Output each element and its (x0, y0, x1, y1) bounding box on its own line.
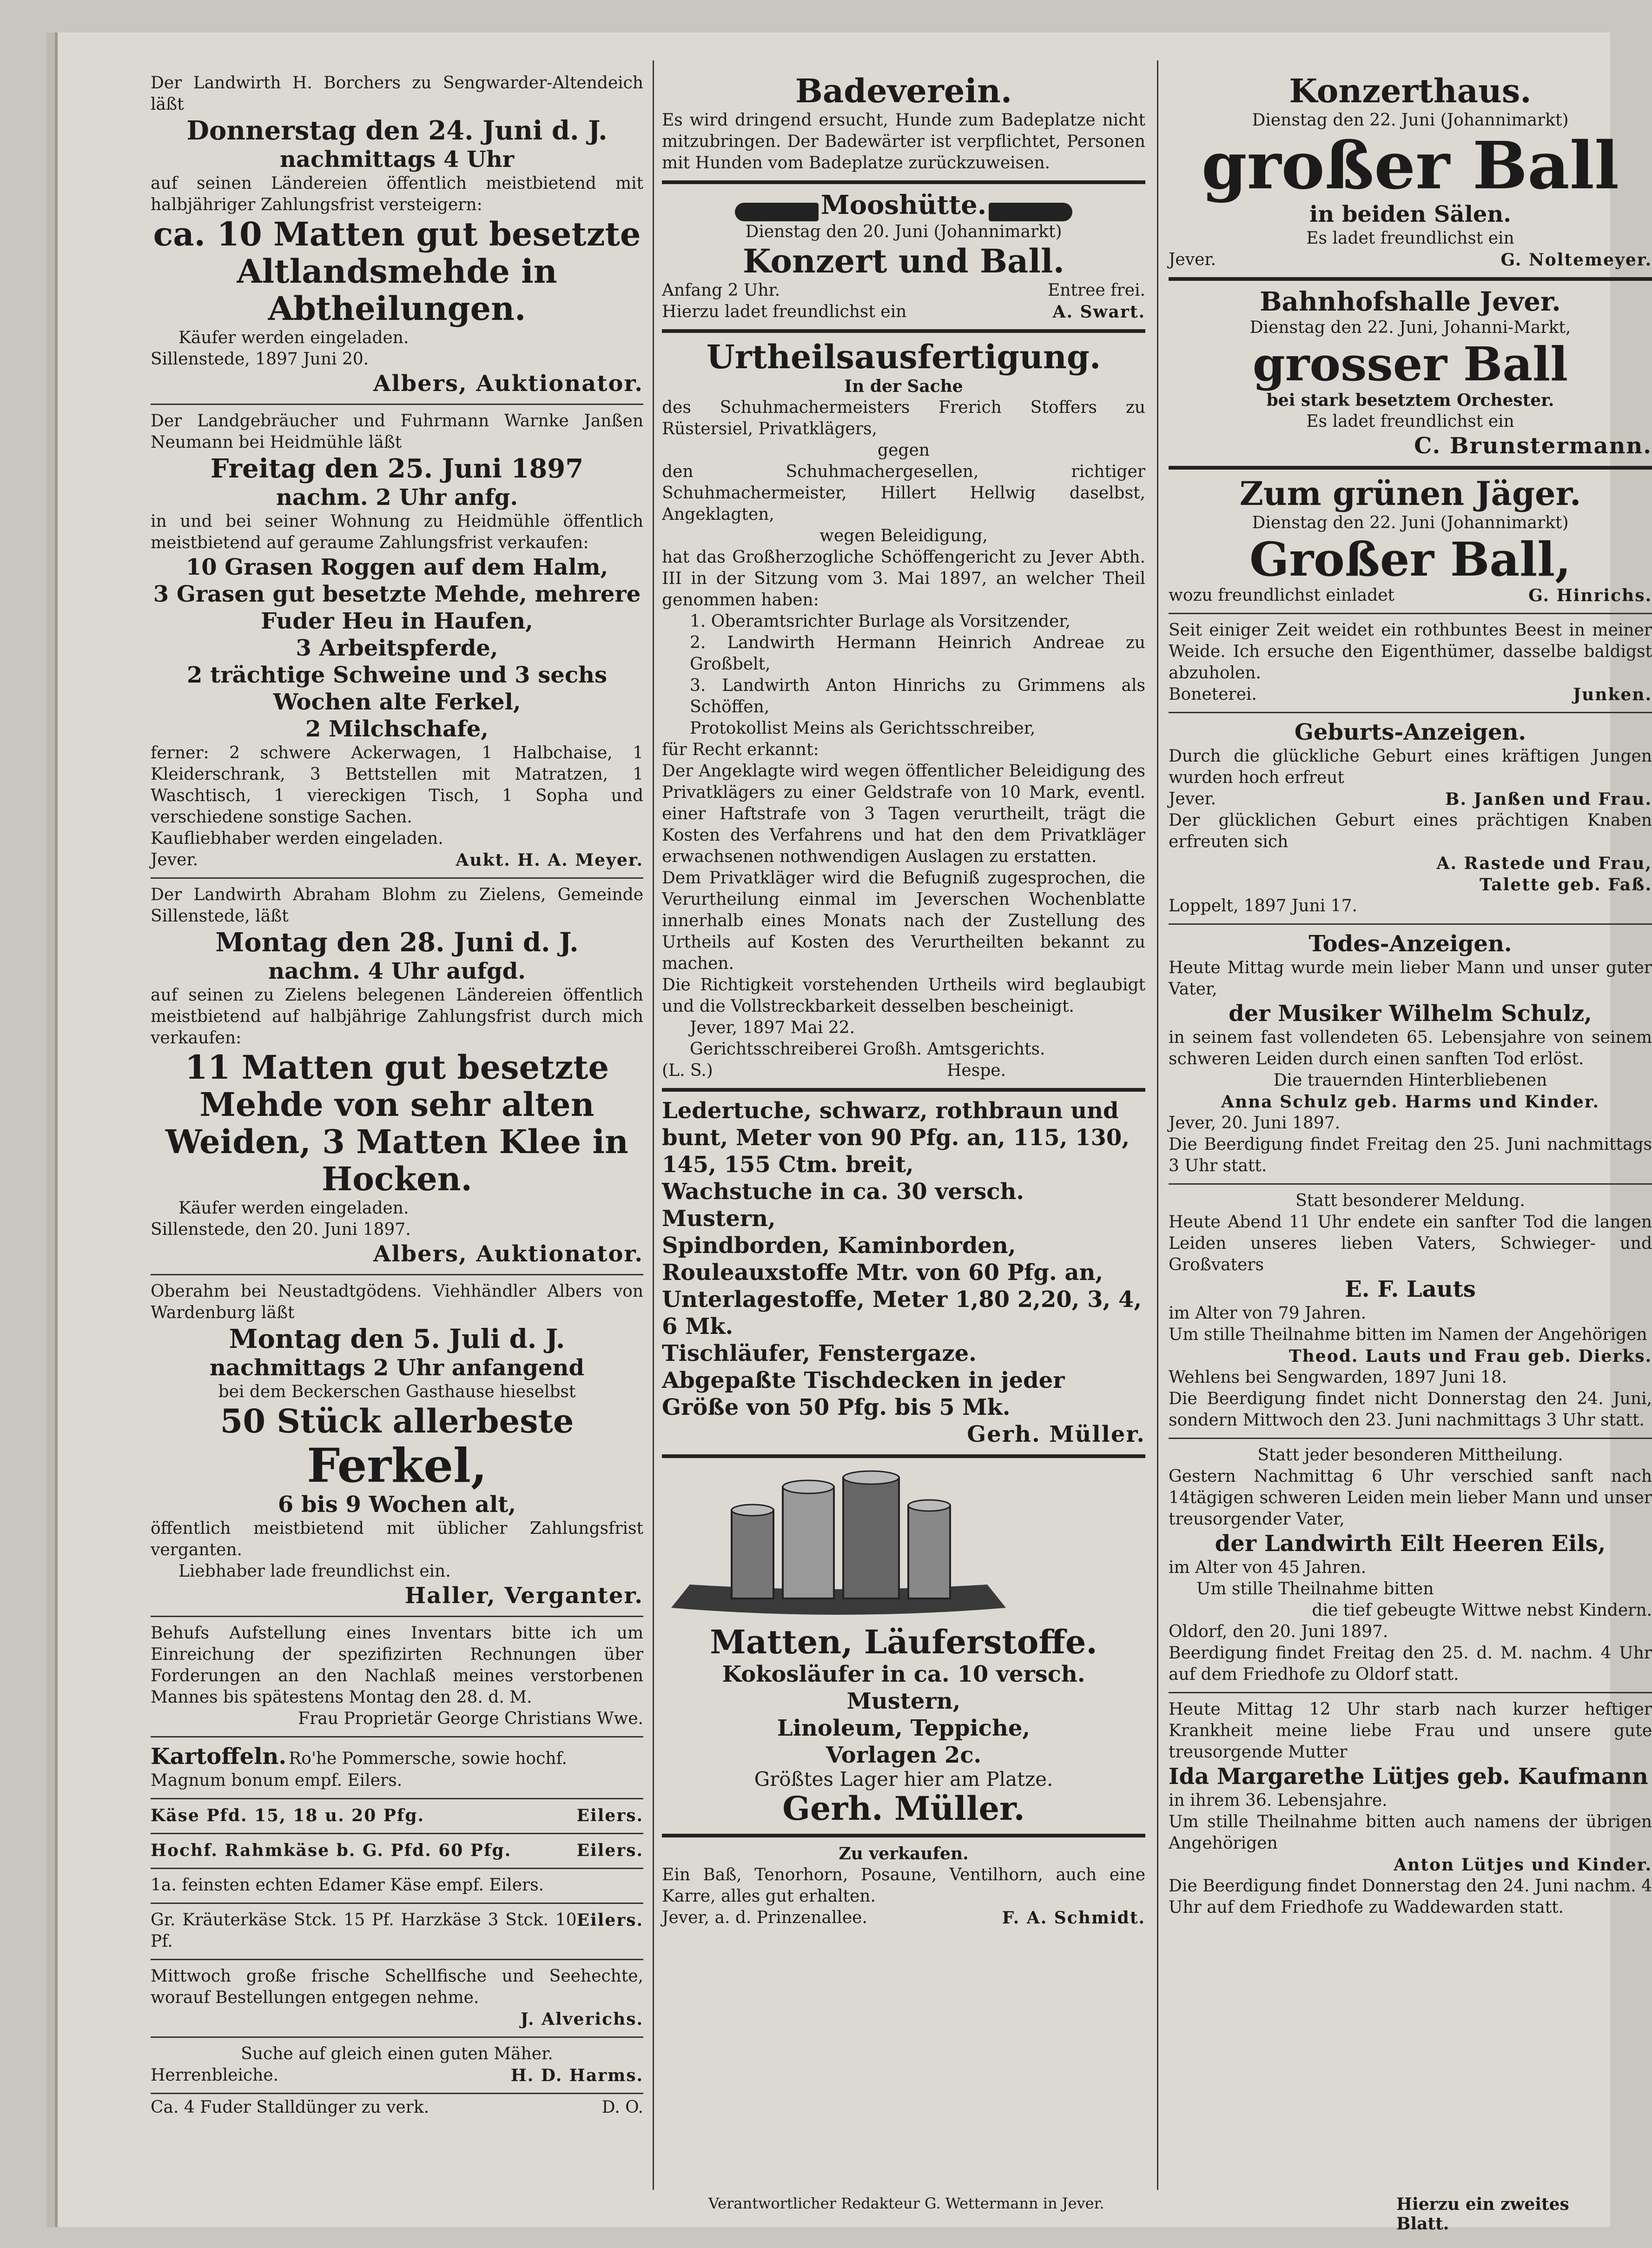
ad-text: Suche auf gleich einen guten Mäher. (241, 2044, 553, 2063)
ad-item: Spindborden, Kaminborden, (662, 1232, 1016, 1259)
ad-place: Sillenstede, den 20. Juni 1897. (151, 1220, 411, 1239)
ad-head: Badeverein. (795, 72, 1012, 110)
ad-event: grosser Ball (1252, 337, 1568, 391)
ad-time: nachmittags 2 Uhr anfangend (210, 1355, 584, 1381)
ad-item: 3 Grasen gut besetzte Mehde, mehrere Fuder Heu in Haufen, (153, 581, 641, 634)
pointing-hand-left-icon (735, 203, 819, 221)
ad-name: E. F. Lauts (1345, 1276, 1476, 1302)
ad-text: Behufs Aufstellung eines Inventars bitte ich um Einreichung der spezifizirten Rechnungen über Forderungen an den Nachlaß meines verstorbenen Mannes bis spätestens Montag den 28. d. M. (151, 1624, 643, 1707)
editor-line: Verantwortlicher Redakteur G. Wettermann in Jever. (708, 2195, 1104, 2212)
ad-text: gegen (878, 440, 930, 460)
ad-text: 1a. feinsten echten Edamer Käse empf. Eilers. (151, 1876, 544, 1895)
ad-item: Linoleum, Teppiche, (777, 1715, 1031, 1741)
ad-text: Ca. 4 Fuder Stalldünger zu verk. (151, 2098, 430, 2117)
ad-fische (151, 1963, 643, 2038)
ad-item: Abgepaßte Tischdecken in jeder Größe von 50 Pfg. bis 5 Mk. (662, 1367, 1065, 1420)
ad-text: bei dem Beckerschen Gasthause hieselbst (218, 1382, 576, 1401)
ad-edamer (151, 1872, 643, 1904)
ad-text: im Alter von 79 Jahren. (1169, 1304, 1367, 1323)
ad-head: Todes-Anzeigen. (1308, 931, 1512, 957)
column-left (151, 70, 643, 2118)
ad-item: Rouleauxstoffe Mtr. von 60 Pfg. an, (662, 1259, 1104, 1286)
ad-date: Montag den 5. Juli d. J. (229, 1324, 565, 1354)
ad-text: Hierzu ladet freundlichst ein (662, 302, 907, 321)
ad-maeher (151, 2041, 643, 2094)
ad-signature: Hespe. (947, 1061, 1006, 1080)
ad-text: Heute Mittag 12 Uhr starb nach kurzer heftiger Krankheit meine liebe Frau und unsere gute treusorgende Mutter (1169, 1700, 1652, 1762)
supplement-note: Hierzu ein zweites Blatt. (1396, 2195, 1569, 2234)
ad-text: 6 bis 9 Wochen alt, (278, 1492, 516, 1518)
ad-text: Es ladet freundlichst ein (1306, 229, 1514, 248)
ad-text: Heute Mittag wurde mein lieber Mann und unser guter Vater, (1169, 958, 1652, 999)
ad-date: Dienstag den 22. Juni (Johannimarkt) (1252, 111, 1569, 130)
ad-text: auf seinen Ländereien öffentlich meistbietend mit halbjähriger Zahlungsfrist versteigern: (151, 174, 643, 214)
ad-place: Jever, a. d. Prinzenallee. (662, 1908, 867, 1927)
ad-head: Konzerthaus. (1289, 72, 1532, 110)
ad-kaese (151, 1802, 643, 1834)
newspaper-page (55, 33, 1652, 2234)
ad-text: Durch die glückliche Geburt eines kräftigen Jungen wurden hoch erfreut (1169, 747, 1652, 787)
list-item: 2. Landwirth Hermann Heinrich Andreae zu Großbelt, (690, 633, 1145, 674)
column-rule (1157, 60, 1158, 2190)
ad-text: des Schuhmachermeisters Frerich Stoffers zu Rüstersiel, Privatklägers, (662, 398, 1145, 438)
ad-item: Tischläufer, Fenstergaze. (662, 1340, 977, 1366)
ad-item: Ledertuche, schwarz, rothbraun und bunt, Meter von 90 Pfg. an, 115, 130, 145, 155 Ctm. breit, (662, 1097, 1130, 1178)
ad-text: Anfang 2 Uhr. (662, 280, 780, 300)
ad-text: wozu freundlichst einladet (1169, 586, 1394, 605)
ad-text: Mittwoch große frische Schellfische und Seehechte, worauf Bestellungen entgegen nehme. (151, 1967, 643, 2007)
ad-head: Geburts-Anzeigen. (1294, 719, 1526, 745)
ad-head: Statt jeder besonderen Mittheilung. (1257, 1446, 1563, 1465)
ad-text: Die Beerdigung findet Donnerstag den 24. Juni nachm. 4 Uhr auf dem Friedhofe zu Waddewarden statt. (1169, 1877, 1652, 1917)
ad-event: Konzert und Ball. (743, 241, 1064, 280)
ad-signature: Talette geb. Faß. (1479, 875, 1652, 895)
ad-text: in ihrem 36. Lebensjahre. (1169, 1791, 1388, 1810)
ad-head: Urtheilsausfertigung. (706, 337, 1101, 376)
ad-place: Jever. (1169, 789, 1216, 809)
ad-text: Der glücklichen Geburt eines prächtigen Knaben erfreuten sich (1169, 811, 1652, 851)
ad-signature: Eilers. (576, 1910, 643, 1930)
ad-text: (L. S.) (662, 1061, 713, 1080)
ad-kraeuterkaese (151, 1907, 643, 1960)
ad-signature: Frau Proprietär George Christians Wwe. (298, 1709, 643, 1728)
ad-signature: D. O. (601, 2098, 643, 2117)
ad-place: Jever, 20. Juni 1897. (1169, 1114, 1341, 1133)
ad-text: Größtes Lager hier am Platze. (754, 1767, 1053, 1790)
ad-geburten (1169, 716, 1652, 925)
ad-text: Käufer werden eingeladen. (178, 1199, 409, 1218)
ad-place: Jever. (1169, 250, 1216, 269)
ad-kartoffeln (151, 1740, 643, 1799)
ad-text: im Alter von 45 Jahren. (1169, 1558, 1367, 1577)
ad-albers-ferkel (151, 1278, 643, 1617)
ad-head: Zu verkaufen. (839, 1843, 969, 1863)
pointing-hand-right-icon (989, 203, 1072, 221)
ad-signature: A. Swart. (1052, 302, 1145, 322)
ad-text: Heute Abend 11 Uhr endete ein sanfter Tod die langen Leiden unseres lieben Vaters, Schwieger- und Großvaters (1169, 1213, 1652, 1274)
ad-signature: Albers, Auktionator. (373, 1241, 643, 1267)
ad-item: 3 Arbeitspferde, (296, 635, 498, 661)
ad-borchers (151, 70, 643, 405)
ad-event: großer Ball (1201, 128, 1619, 204)
ad-text: Gr. Kräuterkäse Stck. 15 Pf. Harzkäse 3 Stck. 10 Pf. (151, 1910, 577, 1951)
rolled-carpets-illustration (662, 1468, 1015, 1617)
ad-text: In der Sache (844, 376, 963, 396)
ad-place: Jever, 1897 Mai 22. (690, 1018, 855, 1037)
ad-place: Wehlens bei Sengwarden, 1897 Juni 18. (1169, 1368, 1507, 1387)
ad-signature: J. Alverichs. (520, 2009, 643, 2029)
ad-head: Bahnhofshalle Jever. (1260, 286, 1561, 317)
ad-item: Wachstuche in ca. 30 versch. Mustern, (662, 1178, 1024, 1232)
ad-text: Der Landwirth Abraham Blohm zu Zielens, Gemeinde Sillenstede, läßt (151, 885, 643, 926)
ad-signature: die tief gebeugte Wittwe nebst Kindern. (1312, 1601, 1652, 1620)
ad-head: Zum grünen Jäger. (1239, 474, 1581, 513)
ad-item: 2 trächtige Schweine und 3 sechs Wochen alte Ferkel, (187, 662, 607, 715)
ad-place: Loppelt, 1897 Juni 17. (1169, 896, 1357, 915)
ad-place: Oldorf, den 20. Juni 1897. (1169, 1622, 1388, 1641)
ad-signature: B. Janßen und Frau. (1445, 789, 1652, 809)
ad-text: auf seinen zu Zielens belegenen Ländereien öffentlich meistbietend auf halbjährige Zahlungsfrist durch mich verkaufen: (151, 986, 643, 1048)
ad-name: der Musiker Wilhelm Schulz, (1229, 1001, 1592, 1027)
ad-head: Statt besonderer Meldung. (1295, 1191, 1525, 1210)
ad-text: Es ladet freundlichst ein (1306, 412, 1514, 431)
ad-duenger (151, 2097, 643, 2118)
ad-text: Hochf. Rahmkäse b. G. Pfd. 60 Pfg. (151, 1841, 512, 1860)
ad-text: öffentlich meistbietend mit üblicher Zahlungsfrist verganten. (151, 1519, 643, 1559)
ad-text: Um stille Theilnahme bitten im Namen der Angehörigen (1169, 1325, 1647, 1344)
ad-text: Der Landgebräucher und Fuhrmann Warnke Janßen Neumann bei Heidmühle läßt (151, 411, 643, 452)
ad-urtheil (662, 336, 1145, 1092)
column-rule (653, 60, 654, 2190)
list-item: 1. Oberamtsrichter Burlage als Vorsitzender, (690, 611, 1070, 631)
ad-blohm (151, 882, 643, 1275)
ad-item: Unterlagestoffe, Meter 1,80 2,20, 3, 4, 6 Mk. (662, 1286, 1142, 1340)
ad-date: Dienstag den 22. Juni, Johanni-Markt, (1249, 318, 1571, 337)
ad-signature: Eilers. (576, 1841, 643, 1860)
ad-date: Montag den 28. Juni d. J. (215, 927, 579, 958)
ad-item: 50 Stück allerbeste (220, 1402, 574, 1440)
ad-text: Seit einiger Zeit weidet ein rothbuntes Beest in meiner Weide. Ich ersuche den Eigenthümer, dasselbe baldigst abzuholen. (1169, 621, 1652, 683)
ad-time: nachm. 4 Uhr aufgd. (268, 958, 526, 984)
ad-tod-eils (1169, 1442, 1652, 1693)
ad-place: Boneterei. (1169, 685, 1257, 704)
ad-konzerthaus (1169, 70, 1652, 281)
ad-text: Es wird dringend ersucht, Hunde zum Badeplatze nicht mitzubringen. Der Badewärter ist verpflichtet, Personen mit Hunden vom Badeplatze zurückzuweisen. (662, 111, 1145, 172)
ad-name: der Landwirth Eilt Heeren Eils, (1215, 1531, 1606, 1557)
ad-text: in seinem fast vollendeten 65. Lebensjahre von seinem schweren Leiden durch einen sanften Tod erlöst. (1169, 1028, 1652, 1068)
ad-text: Liebhaber lade freundlichst ein. (178, 1562, 451, 1581)
ad-signature: C. Brunstermann. (1414, 433, 1652, 459)
ad-beest (1169, 617, 1652, 713)
ad-mueller-ledertuche (662, 1094, 1145, 1458)
ad-text: Um stille Theilnahme bitten auch namens der übrigen Angehörigen (1169, 1812, 1652, 1853)
ad-text: Kaufliebhaber werden eingeladen. (151, 829, 443, 848)
ad-signature: Eilers. (576, 1806, 643, 1825)
ad-time: nachmittags 4 Uhr (279, 146, 515, 172)
ad-head: Kartoffeln. (151, 1744, 287, 1770)
ad-signature: H. D. Harms. (510, 2066, 643, 2085)
ad-bahnhofshalle (1169, 284, 1652, 470)
ad-inventar (151, 1620, 643, 1737)
ad-text: Die Beerdigung findet nicht Donnerstag den 24. Juni, sondern Mittwoch den 23. Juni nachmittags 3 Uhr statt. (1169, 1389, 1652, 1430)
ad-text: Der Angeklagte wird wegen öffentlicher Beleidigung des Privatklägers zu einer Geldstrafe von 10 Mark, eventl. einer Haftstrafe von 3 Tagen verurtheilt, trägt die Kosten des Verfahrens und hat den dem Privatkläger erwachsenen nothwendigen Auslagen zu erstatten. (662, 761, 1145, 866)
ad-date: Freitag den 25. Juni 1897 (210, 453, 584, 484)
ad-text: in beiden Sälen. (1309, 201, 1512, 227)
ad-signature: Gerh. Müller. (967, 1421, 1145, 1447)
ad-date: Dienstag den 20. Juni (Johannimarkt) (745, 222, 1062, 241)
ad-text: Die trauernden Hinterbliebenen (1273, 1071, 1547, 1090)
ad-date: Donnerstag den 24. Juni d. J. (186, 115, 608, 146)
ad-text: bei stark besetztem Orchester. (1266, 391, 1554, 410)
ad-signature: Aukt. H. A. Meyer. (456, 850, 643, 870)
ad-tod-luetjes (1169, 1696, 1652, 1925)
ad-item: 10 Grasen Roggen auf dem Halm, (185, 554, 608, 580)
ad-text: Gestern Nachmittag 6 Uhr verschied sanft nach 14tägigen schweren Leiden mein lieber Mann und unser treusorgender Vater, (1169, 1467, 1652, 1529)
ad-tod-schulz (1169, 928, 1652, 1185)
ad-text: Entree frei. (1048, 280, 1145, 300)
ad-place: Sillenstede, 1897 Juni 20. (151, 350, 369, 369)
ad-text: für Recht erkannt: (662, 740, 819, 759)
ad-event: Großer Ball, (1249, 532, 1571, 587)
ad-rahmkaese (151, 1837, 643, 1869)
ad-mueller-matten (662, 1461, 1145, 1837)
ad-text: Gerichtsschreiberei Großh. Amtsgerichts. (690, 1039, 1045, 1059)
ad-signature: G. Hinrichs. (1528, 586, 1652, 605)
ad-text: Die Beerdigung findet Freitag den 25. Juni nachmittags 3 Uhr statt. (1169, 1135, 1652, 1175)
list-item: Protokollist Meins als Gerichtsschreiber, (690, 718, 1036, 738)
column-right (1169, 70, 1652, 1928)
ad-text: Beerdigung findet Freitag den 25. d. M. nachm. 4 Uhr auf dem Friedhofe zu Oldorf statt. (1169, 1644, 1652, 1684)
ad-item: Vorlagen 2c. (826, 1742, 982, 1768)
ad-text: ferner: 2 schwere Ackerwagen, 1 Halbchaise, 1 Kleiderschrank, 3 Bettstellen mit Matratzen, 1 Waschtisch, 1 viereckigen Tisch, 1 Sopha und verschiedene sonstige Sachen. (151, 743, 643, 827)
ad-item: 2 Milchschafe, (305, 716, 489, 742)
ad-item: 11 Matten gut besetzte Mehde von sehr alten Weiden, 3 Matten Klee in Hocken. (165, 1048, 628, 1198)
ad-name: Ida Margarethe Lütjes geb. Kaufmann (1169, 1764, 1648, 1790)
ad-instrumente (662, 1840, 1145, 1935)
ad-signature: G. Noltemeyer. (1500, 250, 1652, 270)
ad-text: hat das Großherzogliche Schöffengericht zu Jever Abth. III in der Sitzung vom 3. Mai 1897, an welcher Theil genommen haben: (662, 547, 1145, 610)
ad-signature: Anton Lütjes und Kinder. (1394, 1855, 1652, 1875)
ad-text: Um stille Theilnahme bitten (1196, 1579, 1434, 1598)
ad-signature: Anna Schulz geb. Harms und Kinder. (1221, 1092, 1600, 1112)
ad-head: Matten, Läuferstoffe. (710, 1622, 1097, 1661)
ad-badeverein (662, 70, 1145, 184)
ad-text: Ro'he Pommersche, sowie hochf. Magnum bonum empf. Eilers. (151, 1749, 567, 1790)
list-item: 3. Landwirth Anton Hinrichs zu Grimmens als Schöffen, (690, 676, 1145, 716)
ad-text: in und bei seiner Wohnung zu Heidmühle öffentlich meistbietend auf geraume Zahlungsfrist verkaufen: (151, 512, 643, 552)
ad-text: Die Richtigkeit vorstehenden Urtheils wird beglaubigt und die Vollstreckbarkeit desselben bescheinigt. (662, 975, 1145, 1016)
ad-signature: A. Rastede und Frau, (1436, 854, 1652, 873)
ad-place: Herrenbleiche. (151, 2066, 279, 2085)
ad-text: Dem Privatkläger wird die Befugniß zugesprochen, die Verurtheilung einmal im Jeverschen Wochenblatte innerhalb eines Monats nach der Zustellung des Urtheils auf Kosten des Verurtheilten bekannt zu machen. (662, 868, 1145, 973)
ad-text: Oberahm bei Neustadtgödens. Viehhändler Albers von Wardenburg läßt (151, 1282, 643, 1322)
ad-text: Käse Pfd. 15, 18 u. 20 Pfg. (151, 1806, 425, 1825)
ad-signature: F. A. Schmidt. (1002, 1908, 1145, 1928)
ad-signature: Junken. (1573, 685, 1652, 704)
ad-text: den Schuhmachergesellen, richtiger Schuhmachermeister, Hillert Hellwig daselbst, Angeklagten, (662, 462, 1145, 524)
ad-gruener-jaeger (1169, 472, 1652, 614)
ad-tod-lauts (1169, 1187, 1652, 1439)
ad-text: Der Landwirth H. Borchers zu Sengwarder-Altendeich läßt (151, 73, 643, 114)
ad-signature: Theod. Lauts und Frau geb. Dierks. (1289, 1346, 1652, 1366)
ad-item: Ferkel, (307, 1438, 487, 1493)
ad-text: Käufer werden eingeladen. (178, 328, 409, 347)
ad-head: Mooshütte. (820, 190, 987, 220)
ad-date: Dienstag den 22. Juni (Johannimarkt) (1252, 513, 1569, 532)
column-middle (662, 70, 1145, 1938)
ad-signature: Gerh. Müller. (782, 1789, 1025, 1828)
ad-signature: Albers, Auktionator. (373, 371, 643, 397)
ad-text: Ein Baß, Tenorhorn, Posaune, Ventilhorn, auch eine Karre, alles gut erhalten. (662, 1865, 1145, 1906)
ad-mooshuette (662, 187, 1145, 333)
ad-item: Kokosläufer in ca. 10 versch. Mustern, (722, 1661, 1085, 1714)
ad-item: ca. 10 Matten gut besetzte Altlandsmehde in Abtheilungen. (153, 215, 641, 328)
ad-place: Jever. (151, 850, 198, 869)
ad-time: nachm. 2 Uhr anfg. (276, 484, 518, 511)
ad-neumann (151, 408, 643, 879)
ad-text: wegen Beleidigung, (819, 526, 988, 545)
ad-signature: Haller, Verganter. (404, 1583, 643, 1609)
